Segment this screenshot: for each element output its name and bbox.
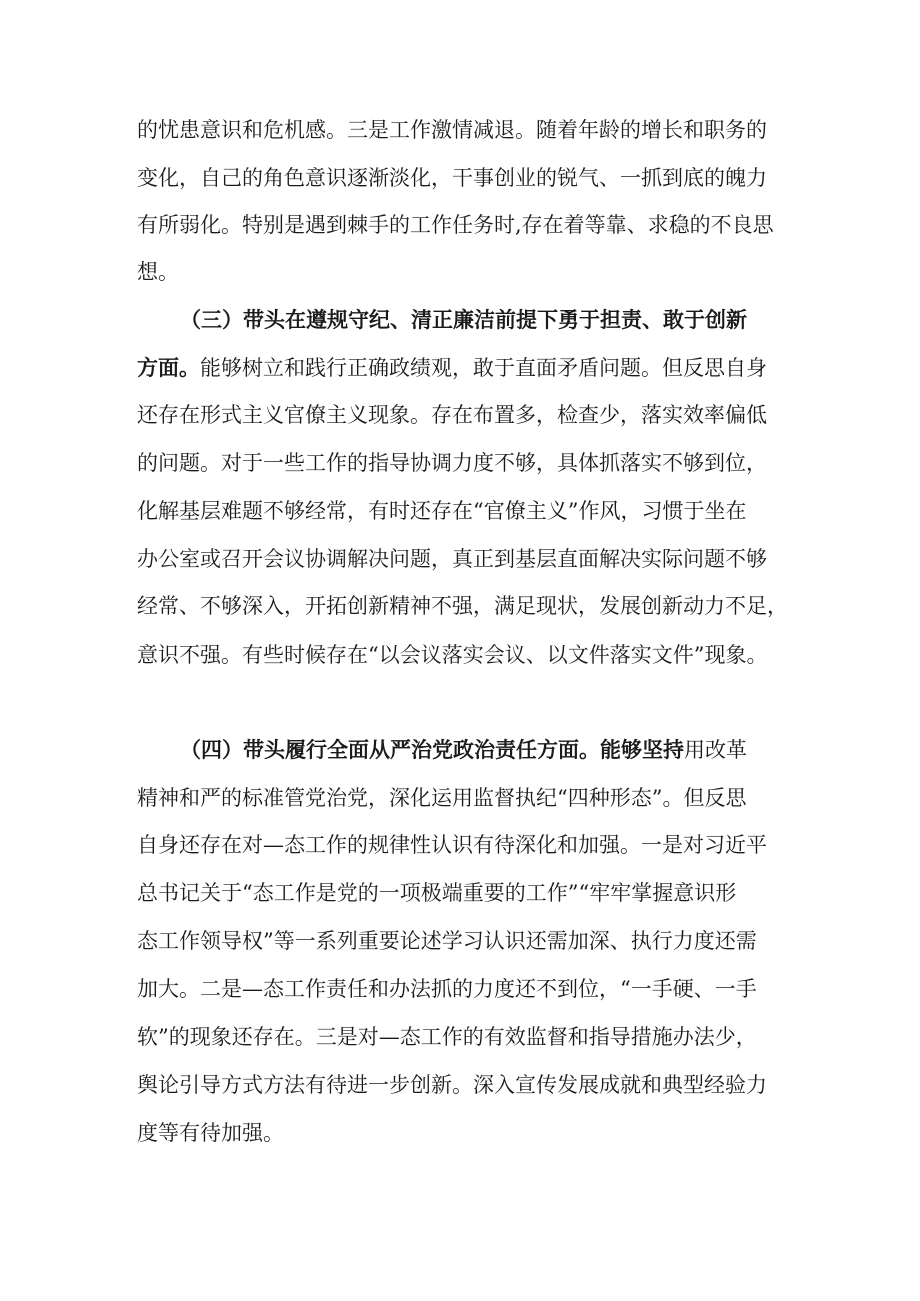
paragraph-line: 态工作领导权”等一系列重要论述学习认识还需加深、执行力度还需 (137, 929, 757, 953)
section-heading-3-end: 方面。 (137, 355, 200, 380)
paragraph-line: 还存在形式主义官僚主义现象。存在布置多，检查少，落实效率偏低 (137, 403, 767, 427)
section-heading-4: （四）带头履行全面从严治党政治责任方面。能够坚持 (180, 737, 684, 762)
paragraph-line (137, 353, 767, 383)
paragraph-line: 舆论引导方式方法有待进一步创新。深入宣传发展成就和典型经验力 (137, 1073, 767, 1097)
paragraph-line: 变化，自己的角色意识逐渐淡化，干事创业的锐气、一抓到底的魄力 (137, 166, 767, 190)
paragraph-line: 有所弱化。特别是遇到棘手的工作任务时,存在着等靠、求稳的不良思 (137, 213, 774, 237)
paragraph-line: 经常、不够深入，开拓创新精神不强，满足现状，发展创新动力不足， (137, 594, 788, 618)
paragraph-text: 能够树立和践行正确政绩观，敢于直面矛盾问题。但反思自身 (200, 356, 767, 380)
paragraph-line: 化解基层难题不够经常，有时还存在“官僚主义”作风，习惯于坐在 (137, 499, 747, 523)
paragraph-line: 的忧患意识和危机感。三是工作激情减退。随着年龄的增长和职务的 (137, 118, 767, 142)
paragraph-line: 总书记关于“态工作是党的一项极端重要的工作”“牢牢掌握意识形 (137, 881, 737, 905)
paragraph-line: 加大。二是—态工作责任和办法抓的力度还不到位，“一手硬、一手 (137, 977, 757, 1001)
paragraph-text: 用改革 (684, 738, 747, 762)
paragraph-line: 精神和严的标准管党治党，深化运用监督执纪“四种形态”。但反思 (137, 786, 747, 810)
paragraph-line: 意识不强。有些时候存在“以会议落实会议、以文件落实文件”现象。 (137, 643, 768, 667)
paragraph-line: 自身还存在对—态工作的规律性认识有待深化和加强。一是对习近平 (137, 833, 767, 857)
paragraph-line: 的问题。对于一些工作的指导协调力度不够，具体抓落实不够到位， (137, 451, 767, 475)
paragraph-line: 软”的现象还存在。三是对—态工作的有效监督和指导措施办法少， (137, 1025, 757, 1049)
section-heading-3: （三）带头在遵规守纪、清正廉洁前提下勇于担责、敢于创新 (180, 307, 747, 332)
paragraph-line: 想。 (137, 260, 179, 284)
paragraph-line: 办公室或召开会议协调解决问题，真正到基层直面解决实际问题不够 (137, 547, 767, 571)
paragraph-line: 度等有待加强。 (137, 1121, 284, 1145)
paragraph-line (180, 735, 747, 765)
